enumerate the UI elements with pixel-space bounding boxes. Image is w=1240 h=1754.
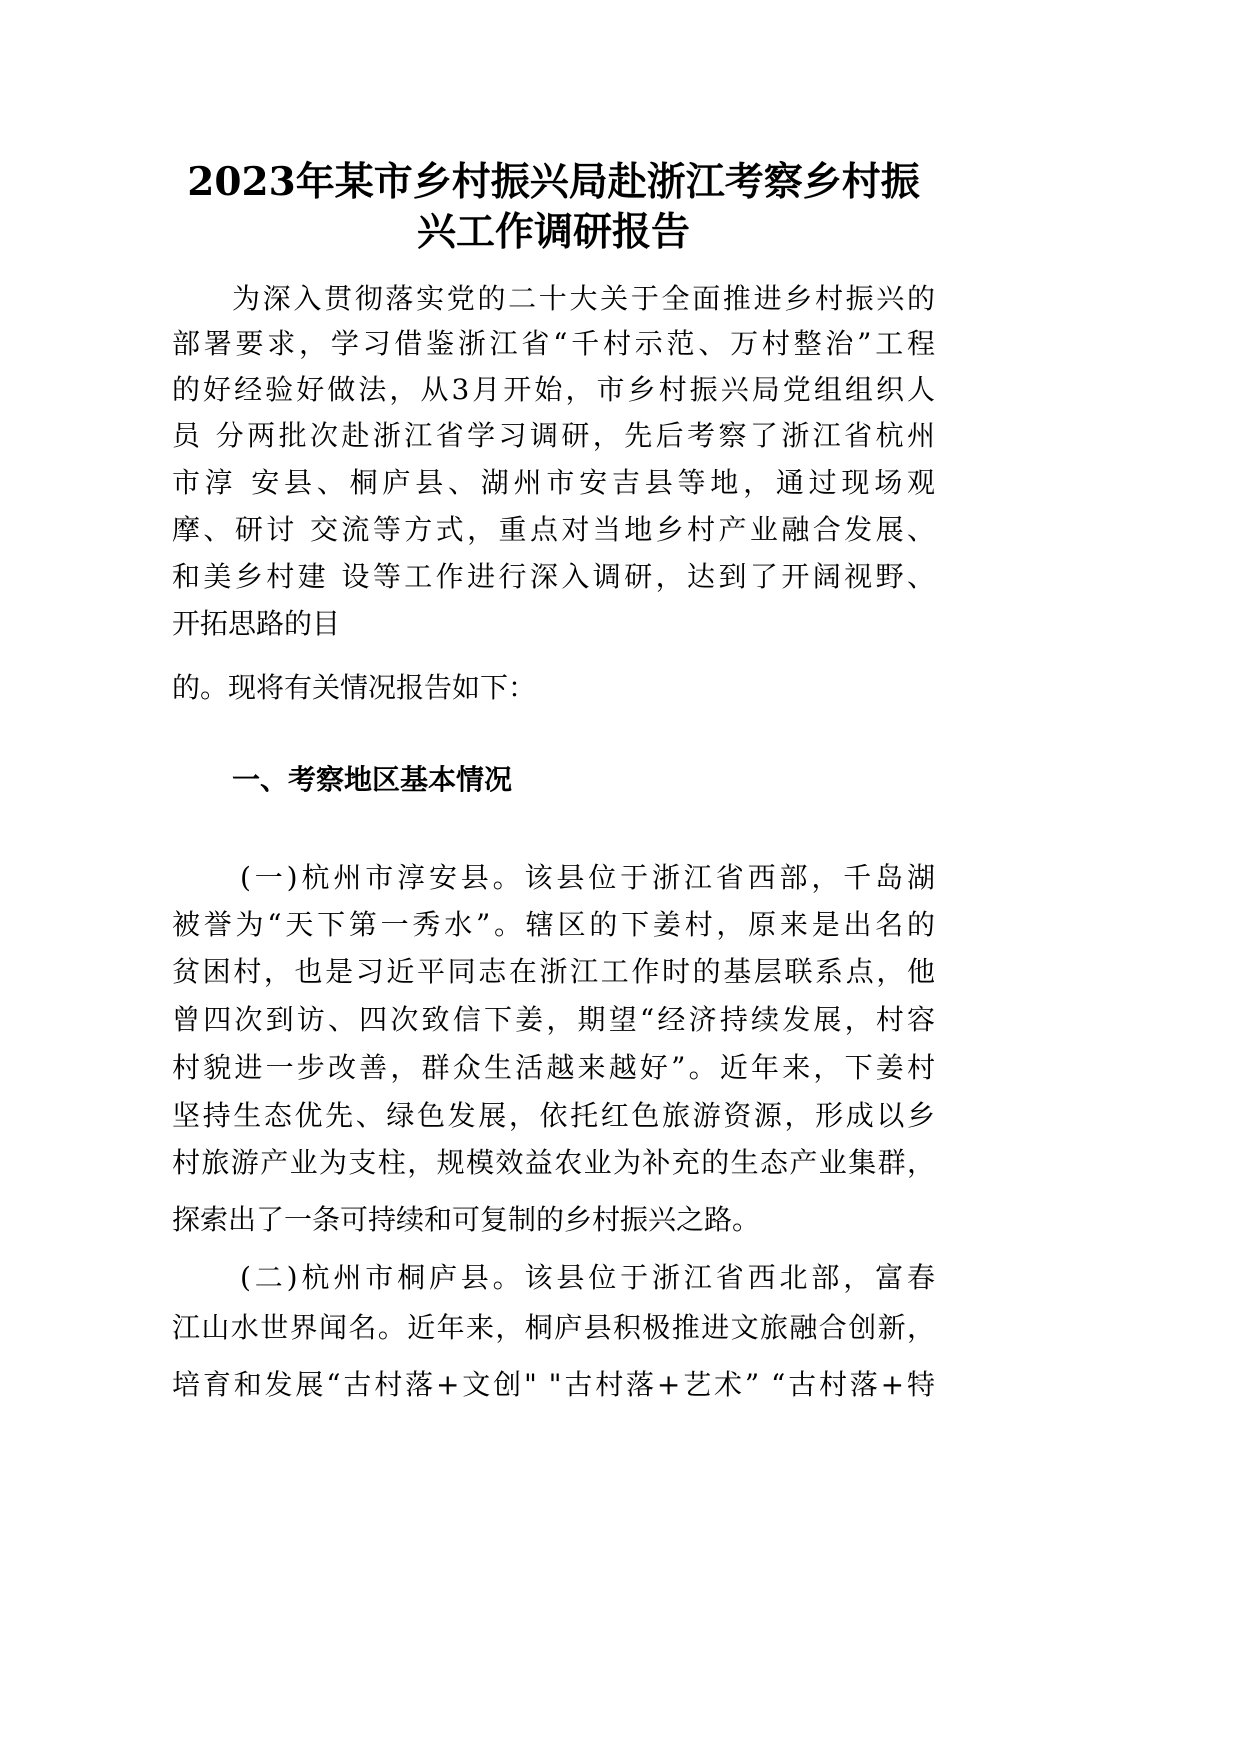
paragraph-line: (一)杭州市淳安县。该县位于浙江省西部，千岛湖 bbox=[240, 861, 935, 894]
paragraph-line: 部署要求，学习借鉴浙江省“千村示范、万村整治”工程 bbox=[172, 327, 935, 360]
paragraph-line: 的好经验好做法，从3月开始，市乡村振兴局党组组织人 bbox=[172, 373, 935, 406]
paragraph-line: 贫困村，也是习近平同志在浙江工作时的基层联系点，他 bbox=[172, 955, 935, 988]
paragraph-line: 村旅游产业为支柱，规模效益农业为补充的生态产业集群， bbox=[172, 1146, 935, 1179]
paragraph-line: 为深入贯彻落实党的二十大关于全面推进乡村振兴的 bbox=[232, 282, 935, 315]
paragraph-line: 员 分两批次赴浙江省学习调研，先后考察了浙江省杭州 bbox=[172, 419, 935, 452]
paragraph-line: 坚持生态优先、绿色发展，依托红色旅游资源，形成以乡 bbox=[172, 1099, 935, 1132]
document-title-line: 兴工作调研报告 bbox=[416, 209, 690, 255]
paragraph-line: 被誉为“天下第一秀水”。辖区的下姜村，原来是出名的 bbox=[172, 908, 935, 941]
paragraph-line: 开拓思路的目 bbox=[172, 607, 341, 640]
document-title-line: 2023年某市乡村振兴局赴浙江考察乡村振 bbox=[187, 159, 920, 205]
paragraph-line: 培育和发展“古村落+文创" "古村落+艺术” “古村落+特 bbox=[172, 1368, 935, 1401]
paragraph-line: 村貌进一步改善，群众生活越来越好”。近年来，下姜村 bbox=[172, 1051, 935, 1084]
paragraph-line: 江山水世界闻名。近年来，桐庐县积极推进文旅融合创新， bbox=[172, 1311, 935, 1344]
paragraph-line: 和美乡村建 设等工作进行深入调研，达到了开阔视野、 bbox=[172, 560, 935, 593]
paragraph-line: 市淳 安县、桐庐县、湖州市安吉县等地，通过现场观 bbox=[172, 466, 935, 499]
paragraph-line: 曾四次到访、四次致信下姜，期望“经济持续发展，村容 bbox=[172, 1003, 935, 1036]
paragraph-line: 摩、研讨 交流等方式，重点对当地乡村产业融合发展、 bbox=[172, 513, 935, 546]
paragraph-line: 探索出了一条可持续和可复制的乡村振兴之路。 bbox=[172, 1203, 761, 1236]
section-heading: 一、考察地区基本情况 bbox=[232, 763, 513, 796]
paragraph-line: (二)杭州市桐庐县。该县位于浙江省西北部，富春 bbox=[240, 1261, 935, 1294]
intro-closing-line: 的。现将有关情况报告如下： bbox=[172, 671, 537, 704]
